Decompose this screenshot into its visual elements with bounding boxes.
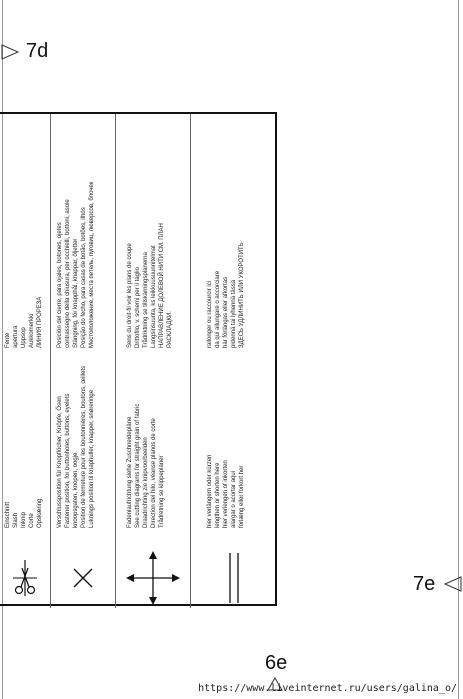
legend-text-right: Fente apertura Uppsop Aukkomerkki ЛИНИЯ ПРОРЕЗА <box>5 296 43 348</box>
legend-text-left: Einschnitt Slash Inknip Corte Opskæring <box>5 498 43 528</box>
legend-text-left: hier verlängern oder kürzen lengthen or shorten here hier verlengen of inkorten alargar o acortar aquí forlæng eller forkort her <box>207 454 245 528</box>
legend-symbol-lengthen-shorten <box>190 548 277 608</box>
row-separator <box>50 114 51 608</box>
legend-symbol-slash <box>0 548 50 608</box>
cross-icon <box>72 567 94 589</box>
legend-symbol-grainline <box>115 548 190 608</box>
legend-text-left: Verschlussposition für Knopflöcher, Knöpfe, Ösen Fastener position, for buttonholes, buttons, eyelets knoopsgaten, knopen, oogje Position de fermeture pour les boutonnières, boutons, œillets Luknings position til knaphuller, knapper, snøreringe <box>57 365 95 528</box>
row-separator <box>190 114 191 608</box>
source-url[interactable]: https://www.liveinternet.ru/users/galina_o/ <box>198 683 457 694</box>
pattern-symbols-legend <box>0 112 277 606</box>
triangle-marker-top-left-icon <box>0 43 20 61</box>
grainline-arrows-icon <box>124 549 182 607</box>
legend-symbol-fastener <box>50 548 115 608</box>
lengthen-shorten-lines-icon <box>224 553 244 603</box>
legend-text-left: Fadenlaufrichtung siehe Zuschneidepläne See cutting diagrams for straight grain of fabric Draadrichting zie knipvoorbeelden Direction del hilo, véanse planos de corte Trådretning se klippeplaner <box>127 403 165 528</box>
triangle-marker-right-icon <box>443 575 463 593</box>
legend-text-right: rallonger ou raccourcir ici da qui allungare o accorciare här förlängas eller afkortas pidennä tai lyhennä tässä ЗДЕСЬ УДЛИНИТЬ ИЛИ УКОРОТИТЬ <box>207 242 245 348</box>
right-edge-line <box>458 0 459 699</box>
marker-7e: 7e <box>413 573 436 595</box>
legend-text-right: Posición del cierre, para ojales, botones, ojetes contrassegno della chiusura, per occhielli, bottoni, asole Stängning, för knapphål, knappar, öljetter Posição do fecho, para casas de botão, botões, ilhós Местоположение, места петель, пуговиц, люверсов, блочек <box>57 181 95 348</box>
row-separator <box>115 114 116 608</box>
marker-7d: 7d <box>26 40 49 62</box>
marker-6e: 6e <box>265 652 288 674</box>
scissors-icon <box>9 558 41 598</box>
legend-rotated-content <box>0 114 277 608</box>
legend-text-right: Sens du droit-fil voir les plans de coupe Drittofilo, v. schemi per il taglio Trådriktning se tillskärningsplanerna Langsinsuunta, ks leikkuusuunnitelmat НАПРАВЛЕНИЕ ДОЛЕВОЙ НИТИ СМ. ПЛАН РАСКЛАДКИ. <box>127 223 173 348</box>
